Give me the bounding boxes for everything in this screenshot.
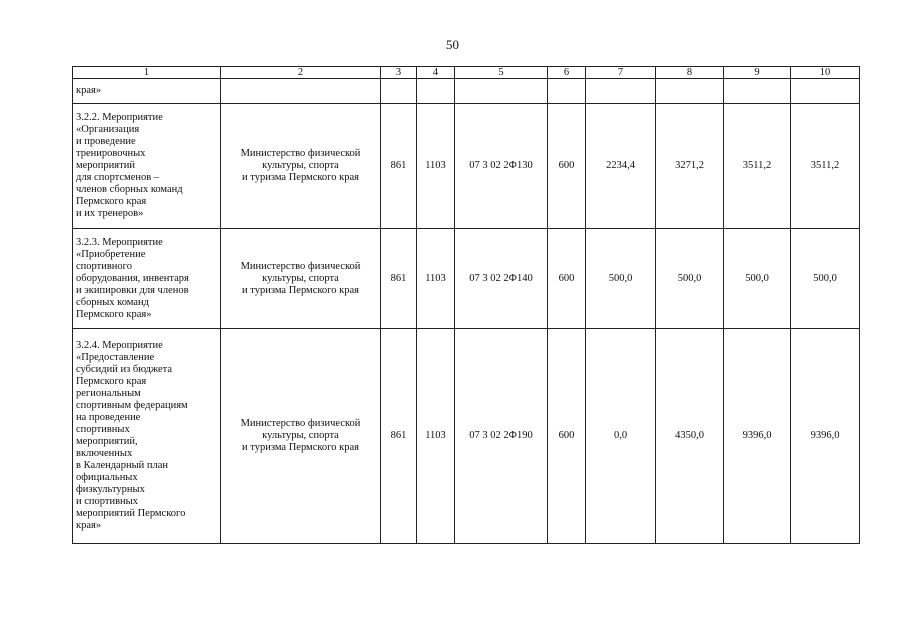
cell-col4: 1103 — [417, 329, 455, 544]
column-header: 1 — [73, 67, 221, 79]
text-line: и экипировки для членов — [76, 284, 189, 296]
text-line: в Календарный план — [76, 460, 169, 471]
cell-col6: 600 — [548, 229, 586, 329]
page-number: 50 — [446, 37, 459, 52]
cell-col7: 0,0 — [586, 329, 656, 544]
table-row — [73, 104, 860, 229]
text-line: и туризма Пермского края — [242, 284, 359, 296]
cell-col7: 500,0 — [586, 229, 656, 329]
text-line: «Предоставление — [76, 352, 155, 363]
text-line: 3.2.2. Мероприятие — [76, 112, 163, 123]
text-line: «Организация — [76, 124, 140, 135]
text-line: членов сборных команд — [76, 184, 183, 195]
text-line: и туризма Пермского края — [242, 442, 359, 453]
text-line: официальных — [76, 472, 138, 483]
text-line: для спортсменов – — [76, 172, 160, 183]
ministry-name — [221, 104, 381, 229]
text-line: культуры, спорта — [262, 160, 339, 171]
cell-col5: 07 3 02 2Ф140 — [455, 229, 548, 329]
text-line: мероприятий Пермского — [76, 508, 186, 519]
table-row — [73, 329, 860, 544]
cell-col3: 861 — [381, 229, 417, 329]
column-header: 9 — [724, 67, 791, 79]
cell-col8: 4350,0 — [656, 329, 724, 544]
text-line: Пермского края — [76, 196, 147, 207]
continuation-row — [73, 79, 860, 104]
text-line: культуры, спорта — [262, 272, 339, 284]
cell-col5: 07 3 02 2Ф130 — [455, 104, 548, 229]
text-line: и их тренеров» — [76, 208, 144, 219]
text-line: включенных — [76, 448, 133, 459]
cell-col4: 1103 — [417, 104, 455, 229]
column-header: 5 — [455, 67, 548, 79]
cell-col4: 1103 — [417, 229, 455, 329]
cell-col6: 600 — [548, 329, 586, 544]
text-line: сборных команд — [76, 296, 149, 308]
ministry-name — [221, 229, 381, 329]
column-header: 7 — [586, 67, 656, 79]
cell-col7: 2234,4 — [586, 104, 656, 229]
column-header: 3 — [381, 67, 417, 79]
text-line: 3.2.4. Мероприятие — [76, 340, 163, 351]
text-line: на проведение — [76, 412, 141, 423]
cell-col8: 3271,2 — [656, 104, 724, 229]
text-line: оборудования, инвентаря — [76, 272, 189, 284]
measure-name — [73, 229, 221, 329]
text-line: Пермского края» — [76, 308, 152, 320]
measure-name — [73, 104, 221, 229]
cell-col10: 9396,0 — [791, 329, 860, 544]
text-line: физкультурных — [76, 484, 145, 495]
ministry-name — [221, 329, 381, 544]
text-line: Министерство физической — [240, 148, 361, 159]
text-line: Министерство физической — [240, 260, 361, 272]
text-line: мероприятий, — [76, 436, 138, 447]
column-header: 2 — [221, 67, 381, 79]
text-line: спортивным федерациям — [76, 400, 188, 411]
text-line: тренировочных — [76, 148, 146, 159]
measure-name — [73, 329, 221, 544]
text-line: мероприятий — [76, 160, 135, 171]
budget-table — [72, 66, 860, 544]
cell-col3: 861 — [381, 329, 417, 544]
text-line: края» — [76, 520, 102, 531]
text-line: спортивного — [76, 260, 132, 272]
cell-col5: 07 3 02 2Ф190 — [455, 329, 548, 544]
text-line: культуры, спорта — [262, 430, 339, 441]
column-header: 4 — [417, 67, 455, 79]
column-header: 8 — [656, 67, 724, 79]
cell-col8: 500,0 — [656, 229, 724, 329]
text-line: и спортивных — [76, 496, 138, 507]
text-line: спортивных — [76, 424, 130, 435]
text-line: и туризма Пермского края — [242, 172, 359, 183]
text-line: «Приобретение — [76, 248, 146, 260]
cell-col10: 3511,2 — [791, 104, 860, 229]
text-line: 3.2.3. Мероприятие — [76, 236, 163, 248]
cell-col10: 500,0 — [791, 229, 860, 329]
text-line: Министерство физической — [240, 418, 361, 429]
text-line: региональным — [76, 388, 141, 399]
cell-col9: 500,0 — [724, 229, 791, 329]
column-header: 6 — [548, 67, 586, 79]
text-line: Пермского края — [76, 376, 147, 387]
continuation-text: края» — [73, 79, 221, 104]
text-line: субсидий из бюджета — [76, 364, 173, 375]
cell-col3: 861 — [381, 104, 417, 229]
table-row — [73, 229, 860, 329]
text-line: и проведение — [76, 136, 136, 147]
column-header: 10 — [791, 67, 860, 79]
cell-col6: 600 — [548, 104, 586, 229]
cell-col9: 9396,0 — [724, 329, 791, 544]
header-row — [73, 67, 860, 79]
cell-col9: 3511,2 — [724, 104, 791, 229]
